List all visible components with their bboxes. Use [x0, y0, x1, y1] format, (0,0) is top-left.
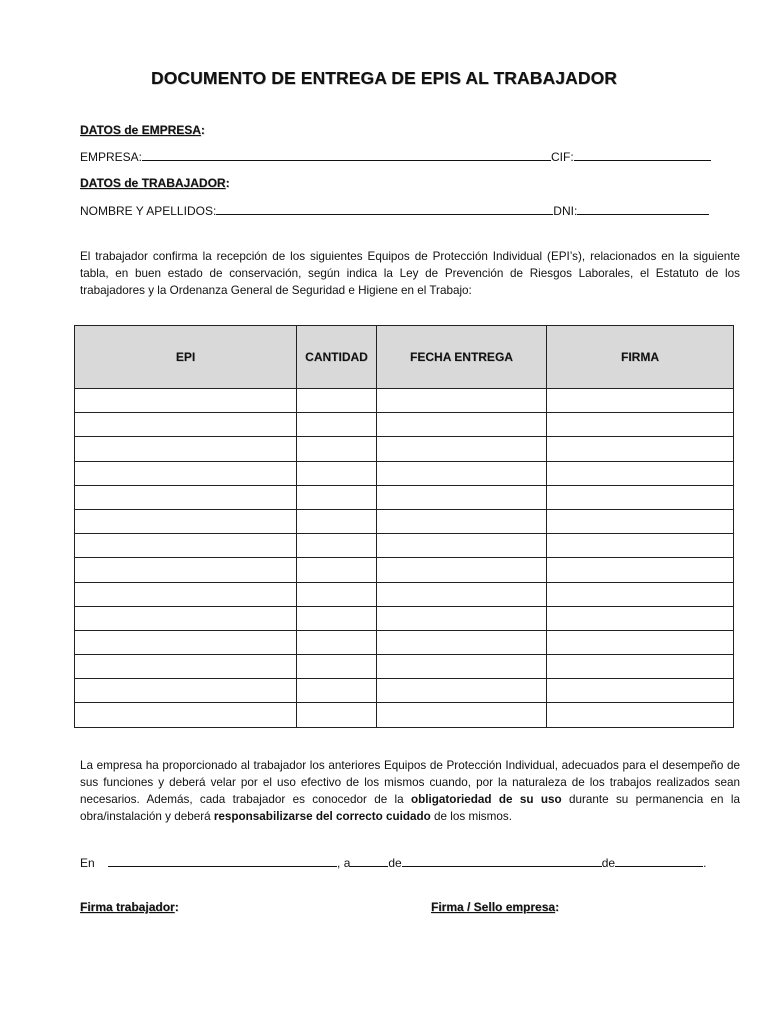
a-label: , a — [337, 856, 351, 870]
cell-cantidad[interactable] — [297, 606, 377, 630]
cell-fecha-entrega[interactable] — [377, 485, 547, 509]
cell-firma[interactable] — [547, 679, 734, 703]
cell-cantidad[interactable] — [297, 485, 377, 509]
place-date-line — [80, 856, 706, 870]
firma-trabajador — [80, 900, 179, 914]
cell-cantidad[interactable] — [297, 679, 377, 703]
cif-label: CIF: — [551, 150, 574, 164]
en-label: En — [80, 856, 95, 870]
trabajador-section-heading — [80, 176, 230, 190]
cell-cantidad[interactable] — [297, 582, 377, 606]
cell-cantidad[interactable] — [297, 630, 377, 654]
empresa-line — [80, 150, 711, 164]
cell-fecha-entrega[interactable] — [377, 655, 547, 679]
table-row — [75, 437, 734, 461]
cell-firma[interactable] — [547, 703, 734, 727]
cell-fecha-entrega[interactable] — [377, 558, 547, 582]
closing-text-2: durante su permanencia en la obra/instalación y deberá — [80, 793, 740, 823]
dni-label: DNI: — [553, 204, 578, 218]
closing-paragraph — [80, 757, 740, 825]
table-row — [75, 703, 734, 727]
header-fecha-entrega: FECHA ENTREGA — [377, 326, 547, 389]
de-label-1: de — [388, 856, 402, 870]
cell-fecha-entrega[interactable] — [377, 413, 547, 437]
table-row — [75, 534, 734, 558]
trabajador-section-label: DATOS de TRABAJADOR — [80, 176, 226, 190]
cell-firma[interactable] — [547, 485, 734, 509]
table-row — [75, 389, 734, 413]
cell-firma[interactable] — [547, 413, 734, 437]
cell-firma[interactable] — [547, 582, 734, 606]
cell-epi[interactable] — [75, 534, 297, 558]
firma-trabajador-colon: : — [174, 900, 179, 914]
cell-epi[interactable] — [75, 437, 297, 461]
header-epi: EPI — [75, 326, 297, 389]
header-firma: FIRMA — [547, 326, 734, 389]
cell-cantidad[interactable] — [297, 558, 377, 582]
cell-fecha-entrega[interactable] — [377, 630, 547, 654]
closing-bold-1: obligatoriedad de su uso — [411, 793, 562, 806]
cell-epi[interactable] — [75, 509, 297, 533]
cell-fecha-entrega[interactable] — [377, 461, 547, 485]
cell-epi[interactable] — [75, 606, 297, 630]
closing-text-3: de los mismos. — [430, 810, 512, 823]
cell-epi[interactable] — [75, 630, 297, 654]
cell-fecha-entrega[interactable] — [377, 606, 547, 630]
cell-cantidad[interactable] — [297, 437, 377, 461]
cell-cantidad[interactable] — [297, 509, 377, 533]
de-label-2: de — [601, 856, 616, 870]
firma-empresa-colon: : — [555, 900, 560, 914]
cell-cantidad[interactable] — [297, 389, 377, 413]
trabajador-section-colon: : — [225, 176, 230, 190]
epi-delivery-table — [74, 325, 734, 728]
cell-firma[interactable] — [547, 437, 734, 461]
table-row — [75, 655, 734, 679]
cell-cantidad[interactable] — [297, 461, 377, 485]
document-title: DOCUMENTO DE ENTREGA DE EPIS AL TRABAJADOR — [150, 68, 618, 88]
nombre-field[interactable] — [216, 204, 553, 215]
place-field[interactable] — [108, 856, 337, 867]
table-header-row — [75, 326, 734, 389]
cell-firma[interactable] — [547, 606, 734, 630]
cell-firma[interactable] — [547, 558, 734, 582]
cell-epi[interactable] — [75, 389, 297, 413]
cell-cantidad[interactable] — [297, 413, 377, 437]
table-row — [75, 461, 734, 485]
trabajador-line — [80, 204, 709, 218]
cell-firma[interactable] — [547, 389, 734, 413]
cell-cantidad[interactable] — [297, 703, 377, 727]
month-field[interactable] — [402, 856, 602, 867]
intro-paragraph: El trabajador confirma la recepción de los siguientes Equipos de Protección Individual (EPI’s), relacionados en la siguiente tabla, en buen estado de conservación, según indica la Ley de Prevención de Riesgos Laborales, el Estatuto de los trabajadores y la Ordenanza General de Seguridad e Higiene en el Trabajo: — [80, 250, 740, 297]
cell-epi[interactable] — [75, 655, 297, 679]
empresa-section-label: DATOS de EMPRESA — [80, 123, 201, 137]
cell-firma[interactable] — [547, 534, 734, 558]
table-row — [75, 413, 734, 437]
cif-field[interactable] — [574, 150, 711, 161]
firma-sello-empresa — [431, 900, 559, 914]
cell-fecha-entrega[interactable] — [377, 389, 547, 413]
table-row — [75, 606, 734, 630]
firma-trabajador-label: Firma trabajador — [80, 900, 175, 914]
table-row — [75, 509, 734, 533]
cell-fecha-entrega[interactable] — [377, 703, 547, 727]
cell-fecha-entrega[interactable] — [377, 509, 547, 533]
nombre-label: NOMBRE Y APELLIDOS: — [80, 204, 217, 218]
cell-epi[interactable] — [75, 461, 297, 485]
cell-epi[interactable] — [75, 413, 297, 437]
empresa-section-heading — [80, 123, 205, 137]
cell-epi[interactable] — [75, 485, 297, 509]
cell-firma[interactable] — [547, 655, 734, 679]
cell-fecha-entrega[interactable] — [377, 582, 547, 606]
cell-fecha-entrega[interactable] — [377, 679, 547, 703]
table-row — [75, 582, 734, 606]
table-row — [75, 558, 734, 582]
cell-firma[interactable] — [547, 509, 734, 533]
table-row — [75, 679, 734, 703]
empresa-label: EMPRESA: — [80, 150, 143, 164]
cell-firma[interactable] — [547, 630, 734, 654]
cell-fecha-entrega[interactable] — [377, 534, 547, 558]
table-body — [75, 389, 734, 728]
year-field[interactable] — [615, 856, 703, 867]
cell-cantidad[interactable] — [297, 534, 377, 558]
firma-empresa-label: Firma / Sello empresa — [431, 900, 556, 914]
cell-cantidad[interactable] — [297, 655, 377, 679]
header-cantidad: CANTIDAD — [297, 326, 377, 389]
day-field[interactable] — [350, 856, 388, 867]
closing-text-1: La empresa ha proporcionado al trabajador los anteriores Equipos de Protección Individual, adecuados para el desempeño de sus funciones y deberá velar por el uso efectivo de los mismos cuando, por la naturaleza de los trabajos realizados sean necesarios. Además, cada trabajador es conocedor de la — [80, 759, 740, 806]
cell-epi[interactable] — [75, 582, 297, 606]
empresa-field[interactable] — [142, 150, 551, 161]
closing-bold-2: responsabilizarse del correcto cuidado — [213, 810, 431, 823]
table-row — [75, 630, 734, 654]
cell-fecha-entrega[interactable] — [377, 437, 547, 461]
date-line-end: . — [703, 856, 707, 870]
cell-firma[interactable] — [547, 461, 734, 485]
cell-epi[interactable] — [75, 558, 297, 582]
empresa-section-colon: : — [200, 123, 205, 137]
cell-epi[interactable] — [75, 679, 297, 703]
table-row — [75, 485, 734, 509]
dni-field[interactable] — [577, 204, 709, 215]
cell-epi[interactable] — [75, 703, 297, 727]
